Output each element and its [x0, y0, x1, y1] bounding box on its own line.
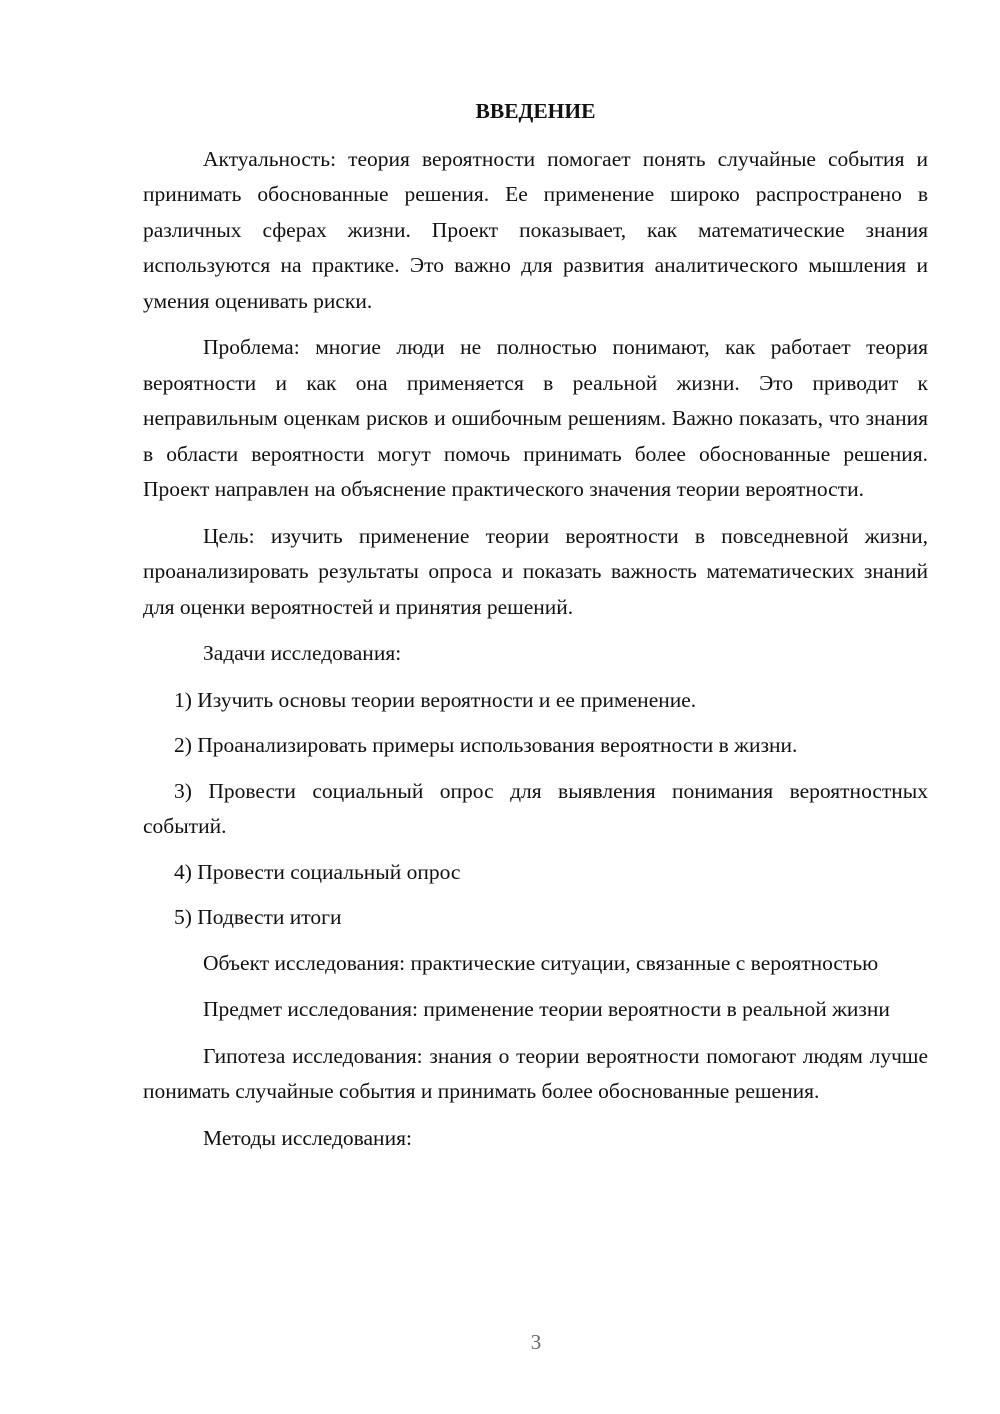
- tasks-list: [143, 683, 928, 936]
- page-number: 3: [530, 1330, 542, 1354]
- section-heading: ВВЕДЕНИЕ: [475, 99, 596, 123]
- subject-paragraph: Предмет исследования: применение теории вероятности в реальной жизни: [203, 997, 890, 1021]
- object-paragraph: Объект исследования: практические ситуации, связанные с вероятностью: [203, 950, 879, 975]
- page-content: [143, 94, 928, 1167]
- list-item: 4) Провести социальный опрос: [174, 859, 461, 884]
- goal-paragraph: Цель: изучить применение теории вероятности в повседневной жизни, проанализировать результаты опроса и показать важность математических знаний для оценки вероятностей и принятия решений.: [143, 523, 928, 619]
- list-item: 5) Подвести итоги: [174, 905, 342, 929]
- tasks-heading: Задачи исследования:: [203, 641, 402, 665]
- hypothesis-paragraph: Гипотеза исследования: знания о теории вероятности помогают людям лучше понимать случайные события и принимать более обоснованные решения.: [143, 1043, 928, 1103]
- list-item: 1) Изучить основы теории вероятности и ее применение.: [174, 687, 697, 712]
- problem-paragraph: Проблема: многие люди не полностью понимают, как работает теория вероятности и как она применяется в реальной жизни. Это приводит к неправильным оценкам рисков и ошибочным решениям. Важно показать, что знания в области вероятности могут помочь принимать более обоснованные решения. Проект направлен на объяснение практического значения теории вероятности.: [143, 335, 928, 501]
- list-item: 3) Провести социальный опрос для выявления понимания вероятностных событий.: [143, 778, 928, 838]
- relevance-paragraph: Актуальность: теория вероятности помогает понять случайные события и принимать обоснованные решения. Ее применение широко распространено в различных сферах жизни. Проект показывает, как математические знания используются на практике. Это важно для развития аналитического мышления и умения оценивать риски.: [143, 146, 928, 313]
- list-item: 2) Проанализировать примеры использования вероятности в жизни.: [174, 733, 798, 757]
- methods-heading: Методы исследования:: [203, 1125, 412, 1150]
